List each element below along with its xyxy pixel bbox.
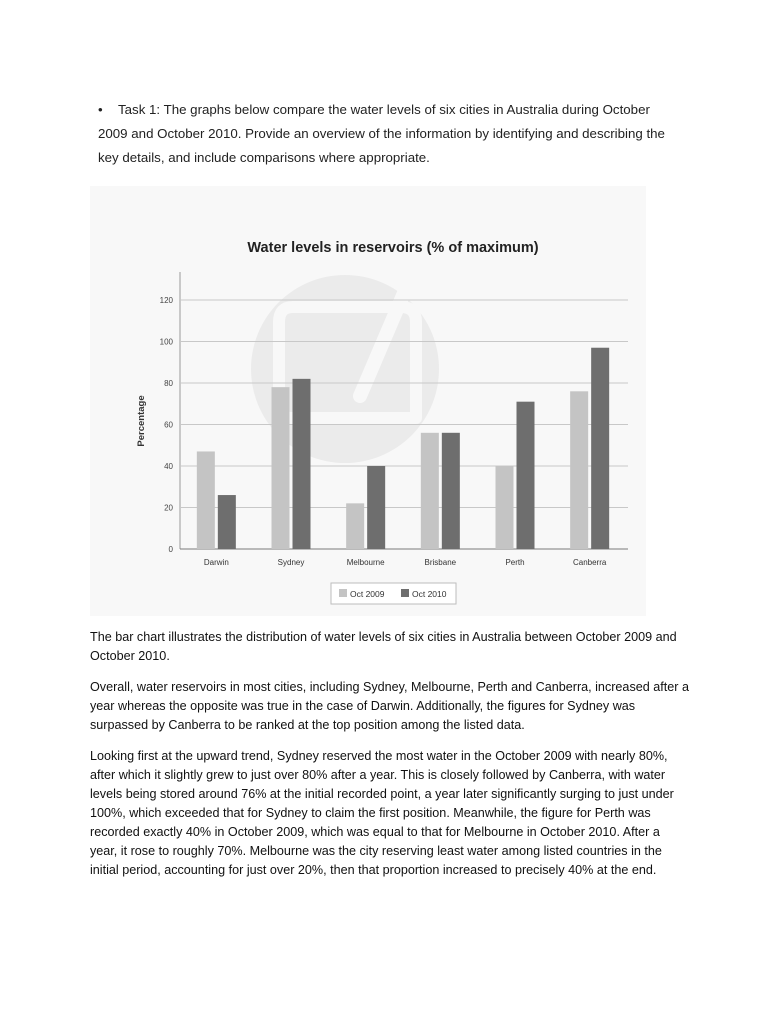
x-tick-label-brisbane: Brisbane	[424, 558, 457, 567]
bullet-marker: •	[98, 102, 103, 117]
legend-label-oct-2009: Oct 2009	[350, 589, 385, 599]
bar-melbourne-oct-2009	[346, 503, 364, 549]
bar-melbourne-oct-2010	[367, 466, 385, 549]
bar-darwin-oct-2010	[218, 495, 236, 549]
legend	[331, 583, 456, 604]
x-tick-label-darwin: Darwin	[203, 558, 229, 567]
y-axis-label: Percentage	[136, 395, 147, 447]
y-tick-label: 20	[164, 503, 173, 513]
bar-sydney-oct-2010	[293, 379, 311, 549]
bar-canberra-oct-2010	[591, 348, 609, 549]
bar-canberra-oct-2009	[570, 391, 588, 549]
bar-sydney-oct-2009	[272, 387, 290, 549]
legend-swatch-oct-2009	[339, 589, 347, 597]
essay-paragraph-1: The bar chart illustrates the distribution of water levels of six cities in Australia between October 2009 and October 2010.	[90, 630, 677, 663]
y-tick-label: 120	[159, 296, 173, 305]
bar-brisbane-oct-2010	[442, 433, 460, 549]
x-tick-label-sydney: Sydney	[277, 558, 305, 567]
x-tick-label-perth: Perth	[505, 558, 525, 567]
task-prompt	[98, 98, 678, 170]
bar-chart	[90, 186, 646, 616]
y-tick-label: 80	[164, 379, 173, 388]
chart-title: Water levels in reservoirs (% of maximum)	[247, 240, 539, 256]
bar-brisbane-oct-2009	[421, 433, 439, 549]
essay-paragraph-3: Looking first at the upward trend, Sydney reserved the most water in the October 2009 with nearly 80%, after which it slightly grew to just over 80% after a year. This is closely followed by Canberra, with water levels being stored around 76% at the initial recorded point, a year later significantly surging to just under 100%, which exceeded that for Sydney to claim the first position. Meanwhile, the figure for Perth was recorded exactly 40% in October 2009, which was equal to that for Melbourne in October 2010. After a year, it rose to roughly 70%. Melbourne was the city reserving least water among listed countries in the initial period, accounting for just over 20%, then that proportion increased to precisely 40% at the end.	[90, 749, 674, 877]
y-tick-label: 0	[168, 545, 173, 554]
legend-label-oct-2010: Oct 2010	[412, 589, 447, 599]
x-tick-label-melbourne: Melbourne	[346, 558, 385, 567]
y-tick-label: 40	[164, 462, 173, 471]
chart-panel	[90, 186, 646, 616]
essay-body	[90, 628, 690, 892]
bar-perth-oct-2010	[517, 402, 535, 549]
bar-perth-oct-2009	[496, 466, 514, 549]
y-tick-label: 100	[159, 337, 173, 347]
essay-paragraph-2: Overall, water reservoirs in most cities, including Sydney, Melbourne, Perth and Canberra, increased after a year whereas the opposite was true in the case of Darwin. Additionally, the figures for Sydney was surpassed by Canberra to be ranked at the top position among the listed data.	[90, 680, 689, 732]
bar-darwin-oct-2009	[197, 451, 215, 549]
y-tick-label: 60	[164, 420, 173, 430]
task-text: Task 1: The graphs below compare the water levels of six cities in Australia during October 2009 and October 2010. Provide an overview of the information by identifying and describing the key details, and include comparisons where appropriate.	[98, 102, 665, 165]
legend-swatch-oct-2010	[401, 589, 409, 597]
x-tick-label-canberra: Canberra	[572, 558, 607, 567]
